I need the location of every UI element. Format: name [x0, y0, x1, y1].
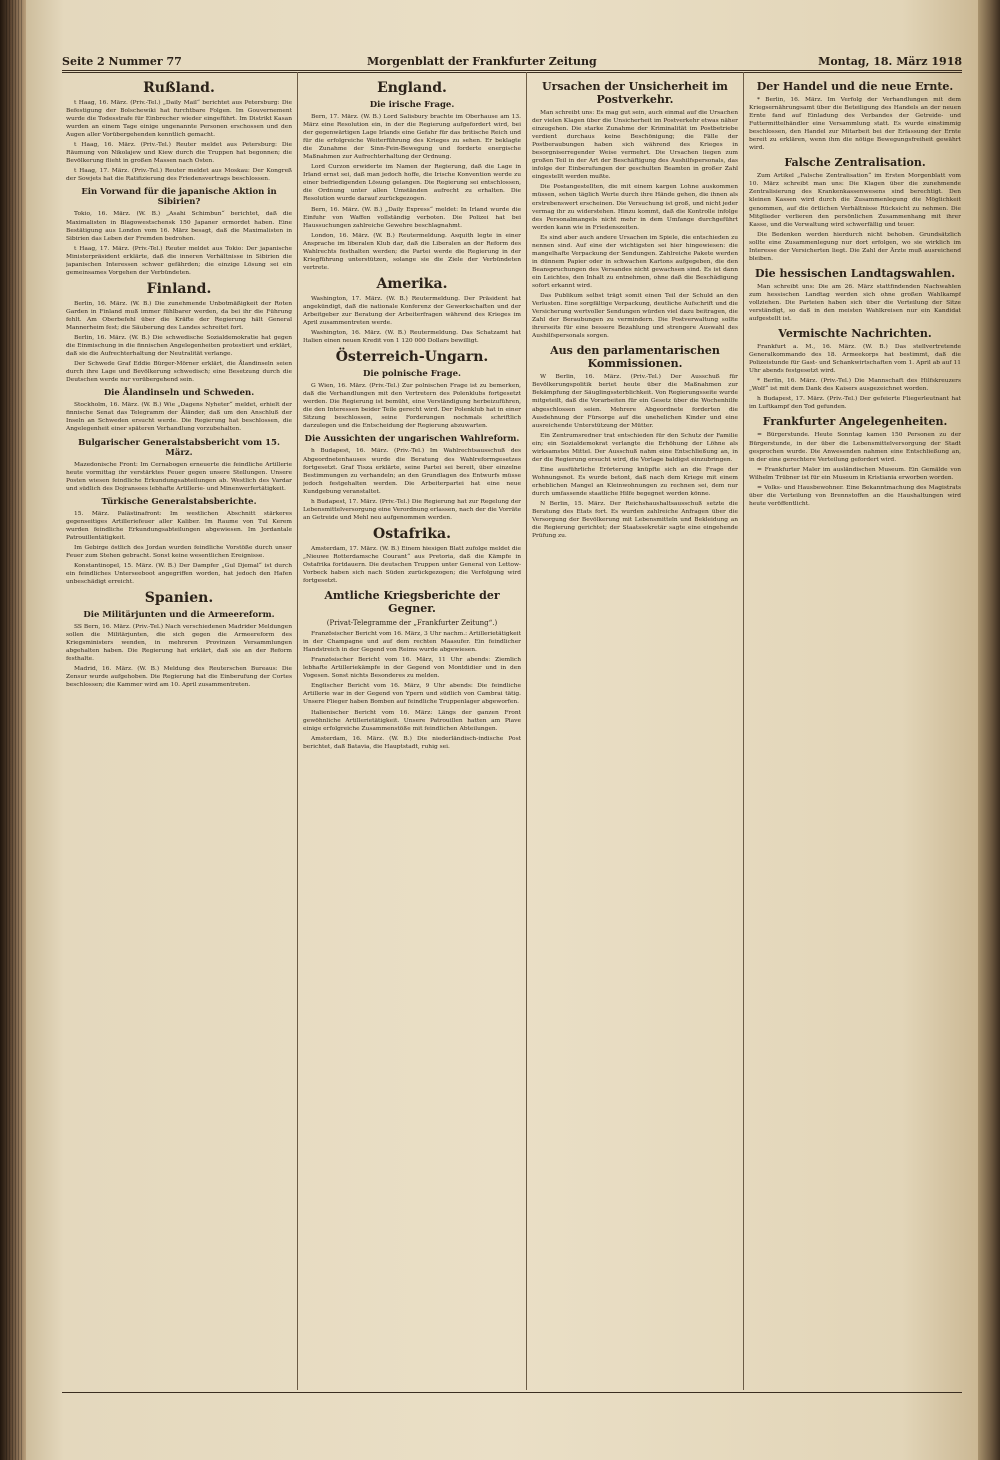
article-paragraph: Stockholm, 16. März. (W. B.) Wie „Dagens Nyheter“ meldet, erhielt der finnische Senat das Telegramm der Åländer, daß um den Anschluß der Inseln an Schweden ersucht werde. Die Regierung hat beschlossen, die Angelegenheit einer späteren Verhandlung vorzubehalten.	[66, 402, 292, 433]
article-paragraph: * Berlin, 16. März. Im Verfolg der Verhandlungen mit dem Kriegsernährungsamt über die Beteiligung des Handels an der neuen Ernte fand auf Einladung des Verbandes der Getreide- und Futtermittelhändler eine Versammlung statt. Es wurde einstimmig beschlossen, den Handel zur Mitarbeit bei der Erfassung der Ernte bereit zu erklären, wenn ihm die nötige Bewegungsfreiheit gewährt wird.	[749, 97, 961, 152]
article-heading: Amerika.	[376, 275, 448, 292]
article-paragraph: Eine ausführliche Erörterung knüpfte sich an die Frage der Wohnungsnot. Es wurde betont, daß nach dem Kriege mit einem erheblichen Mangel an Kleinwohnungen zu rechnen sei, dem nur durch umfassende staatliche Hilfe begegnet werden könne.	[532, 466, 738, 497]
article-paragraph: t Haag, 17. März. (Priv.-Tel.) Reuter meldet aus Moskau: Der Kongreß der Sowjets hat die Ratifizierung des Friedensvertrags beschlossen.	[66, 168, 292, 183]
article-paragraph: Ein Zentrumsredner trat entschieden für den Schutz der Familie ein; ein Sozialdemokrat verlangte die Erhöhung der Löhne als wirksamstes Mittel. Der Ausschuß nahm eine Entschließung an, in der die Regierung ersucht wird, die Vorlage baldigst einzubringen.	[532, 432, 738, 463]
column-2	[303, 76, 521, 1386]
article-paragraph: = Volks- und Hausbewohner. Eine Bekanntmachung des Magistrats über die Verteilung von Brennstoffen an die Haushaltungen wird heute veröffentlicht.	[749, 484, 961, 507]
article-paragraph: Im Gebirge östlich des Jordan wurden feindliche Vorstöße durch unser Feuer zum Stehen gebracht. Sonst keine wesentlichen Ereignisse.	[66, 544, 292, 559]
article-paragraph: SS Bern, 16. März. (Priv.-Tel.) Nach verschiedenen Madrider Meldungen sollen die Militärjunten, die sich gegen die Armeereform des Kriegsministers wenden, in mehreren Provinzen Versammlungen abgehalten haben. Die Regierung hat erklärt, daß sie an der Reform festhalte.	[66, 624, 292, 663]
article-heading: Der Handel und die neue Ernte.	[756, 80, 954, 93]
article-heading: Die Aussichten der ungarischen Wahlreform.	[304, 434, 520, 445]
article-paragraph: Englischer Bericht vom 16. März, 9 Uhr abends: Die feindliche Artillerie war in der Gegend von Ypern und südlich von Cambrai tätig. Unsere Flieger haben Bomben auf feindliche Truppenlager abgeworfen.	[303, 683, 521, 706]
article-paragraph: Die Postangestellten, die mit einem kargen Lohne auskommen müssen, sehen täglich Werte durch ihre Hände gehen, die ihnen als erstrebenswert erscheinen. Die Versuchung ist groß, und nicht jeder vermag ihr zu widerstehen. Hinzu kommt, daß die Kontrolle infolge des Personalmangels nicht mehr in dem Umfange durchgeführt werden kann wie in Friedenszeiten.	[532, 184, 738, 231]
footer-rule	[62, 1392, 962, 1393]
column-1	[66, 76, 292, 1386]
article-heading: Aus den parlamentarischen Kommissionen.	[550, 344, 720, 371]
page-edge	[978, 0, 1000, 1460]
header-rule-thin	[62, 72, 962, 73]
article-paragraph: * Berlin, 16. März. (Priv.-Tel.) Die Mannschaft des Hilfskreuzers „Wolf“ ist mit dem Dank des Kaisers ausgezeichnet worden.	[749, 378, 961, 393]
article-heading: Österreich-Ungarn.	[335, 349, 489, 366]
article-paragraph: Das Publikum selbst trägt somit einen Teil der Schuld an den Verlusten. Eine sorgfältige Verpackung, deutliche Aufschrift und die Versicherung wertvoller Sendungen würden viel dazu beitragen, die Zahl der Beraubungen zu vermindern. Die Postverwaltung sollte ihrerseits für eine bessere Bezahlung und strengere Auswahl des Aushilfspersonals sorgen.	[532, 293, 738, 340]
article-heading: Die hessischen Landtagswahlen.	[754, 266, 956, 280]
article-paragraph: h Budapest, 17. März. (Priv.-Tel.) Die Regierung hat zur Regelung der Lebensmittelversorgung eine Verordnung erlassen, nach der die Vorräte an Getreide und Mehl neu aufgenommen werden.	[303, 498, 521, 521]
book-binding	[0, 0, 26, 1460]
article-heading: Finland.	[146, 280, 212, 297]
article-paragraph: Konstantinopel, 15. März. (W. B.) Der Dampfer „Gul Djemal“ ist durch ein feindliches Unterseeboot angegriffen worden, hat jedoch den Hafen unbeschädigt erreicht.	[66, 562, 292, 586]
article-heading: Ein Vorwand für die japanische Aktion in Sibirien?	[81, 187, 277, 208]
column-rule	[297, 72, 298, 1390]
article-paragraph: Es sind aber auch andere Ursachen im Spiele, die entschieden zu nennen sind. Auf eine der wichtigsten sei hier hingewiesen: die mangelhafte Verpackung der Sendungen. Zahlreiche Pakete werden in dünnem Papier oder in schwachen Kartons aufgegeben, die den Beanspruchungen des Versandes nicht gewachsen sind. Es ist dann ein Leichtes, den Inhalt zu entnehmen, ohne daß die Beschädigung sofort erkannt wird.	[532, 234, 738, 289]
article-paragraph: Französischer Bericht vom 16. März, 11 Uhr abends: Ziemlich lebhafte Artilleriekämpfe in der Gegend von Montdidier und in den Vogesen. Sonst nichts Besonderes zu melden.	[303, 657, 521, 680]
article-paragraph: Amsterdam, 17. März. (W. B.) Einem hiesigen Blatt zufolge meldet die „Nieuwe Rotterdamsche Courant“ aus Pretoria, daß die Kämpfe in Ostafrika fortdauern. Die deutschen Truppen unter General von Lettow-Vorbeck haben sich nach Süden zurückgezogen; die Verfolgung wird fortgesetzt.	[303, 545, 521, 585]
article-paragraph: Französischer Bericht vom 16. März, 3 Uhr nachm.: Artillerietätigkeit in der Champagne und auf dem rechten Maasufer. Ein feindlicher Handstreich in der Gegend von Reims wurde abgewiesen.	[303, 631, 521, 654]
article-heading: Ostafrika.	[373, 525, 451, 542]
article-paragraph: Mazedonische Front: Im Cernabogen erneuerte die feindliche Artillerie heute vormittag ihr verstärktes Feuer gegen unsere Stellungen. Unsere Posten wiesen feindliche Erkundungsabteilungen ab. Westlich des Vardar und südlich des Dojransees lebhafte Artillerie- und Minenwerfertätigkeit.	[66, 461, 292, 492]
article-heading: Türkische Generalstabsberichte.	[101, 496, 257, 507]
article-paragraph: Madrid, 16. März. (W. B.) Meldung des Reuterschen Bureaus: Die Zensur wurde aufgehoben. Die Regierung hat die Einberufung der Cortes beschlossen; die Kammer wird am 10. April zusammentreten.	[66, 666, 292, 689]
header-masthead: Morgenblatt der Frankfurter Zeitung	[367, 55, 597, 68]
header-date: Montag, 18. März 1918	[818, 55, 962, 68]
article-paragraph: t Haag, 17. März. (Priv.-Tel.) Reuter meldet aus Tokio: Der japanische Ministerpräsident erklärte, daß die inneren Verhältnisse in Sibirien die japanischen Interessen schwer gefährden; die einzige Lösung sei ein gemeinsames Vorgehen der Verbündeten.	[66, 245, 292, 276]
article-paragraph: Bern, 17. März. (W. B.) Lord Salisbury brachte im Oberhause am 13. März eine Resolution ein, in der die Regierung aufgefordert wird, bei der gegenwärtigen Lage Irlands eine Gefahr für das britische Reich und für die erfolgreiche Weiterführung des Krieges zu sehen. Er beklagte die Zunahme der Sinn-Fein-Bewegung und forderte energische Maßnahmen zur Aufrechterhaltung der Ordnung.	[303, 114, 521, 161]
article-paragraph: t Haag, 16. März. (Priv.-Tel.) Reuter meldet aus Petersburg: Die Räumung von Nikolajew und Kiew durch die Truppen hat begonnen; die Bevölkerung flieht in großen Massen nach Osten.	[66, 142, 292, 165]
article-heading: Die irische Frage.	[369, 100, 455, 110]
header-page-number: Seite 2 Nummer 77	[62, 55, 182, 68]
article-paragraph: Die Bedenken werden hierdurch nicht behoben. Grundsätzlich sollte eine Zusammenlegung nur dort erfolgen, wo sie wirklich im Interesse der Versicherten liegt. Die Zahl der Ärzte muß ausreichend bleiben.	[749, 231, 961, 262]
article-paragraph: Berlin, 16. März. (W. B.) Die schwedische Sozialdemokratie hat gegen die Einmischung in die finnischen Angelegenheiten protestiert und erklärt, daß sie die Aufrechterhaltung der Neutralität verlange.	[66, 335, 292, 358]
article-paragraph: Amsterdam, 16. März. (W. B.) Die niederländisch-indische Post berichtet, daß Batavia, die Hauptstadt, ruhig sei.	[303, 735, 521, 750]
article-paragraph: 15. März. Palästinafront: Im westlichen Abschnitt stärkeres gegenseitiges Artilleriefeuer aller Kaliber. Im Raume von Tul Kerem wurden feindliche Erkundungsabteilungen abgewiesen. Im Jordantale Patrouillentätigkeit.	[66, 510, 292, 541]
article-heading: Rußland.	[143, 80, 215, 96]
article-heading: Amtliche Kriegsberichte der Gegner.	[324, 589, 500, 616]
article-paragraph: N Berlin, 15. März. Der Reichshaushaltsausschuß setzte die Beratung des Etats fort. Es wurden zahlreiche Anfragen über die Versorgung der Bevölkerung mit Lebensmitteln und Bekleidung an die Regierung gerichtet; der Staatssekretär sagte eine eingehende Prüfung zu.	[532, 501, 738, 540]
article-heading: Die Militärjunten und die Armeereform.	[83, 610, 275, 621]
article-heading: (Privat-Telegramme der „Frankfurter Zeitung“.)	[326, 619, 498, 628]
article-paragraph: h Budapest, 16. März. (Priv.-Tel.) Im Wahlrechtsausschuß des Abgeordnetenhauses wurde die Beratung des Wahlreformgesetzes fortgesetzt. Graf Tisza erklärte, seine Partei sei bereit, über einzelne Bestimmungen zu verhandeln; an den Grundlagen des Entwurfs müsse jedoch festgehalten werden. Die Arbeiterpartei hat eine neue Kundgebung veranstaltet.	[303, 448, 521, 495]
article-heading: Vermischte Nachrichten.	[778, 327, 932, 341]
article-paragraph: Lord Curzon erwiderte im Namen der Regierung, daß die Lage in Irland ernst sei, daß man jedoch hoffe, die Irische Konvention werde zu einer befriedigenden Lösung gelangen. Die Regierung sei entschlossen, die Ordnung unter allen Umständen aufrecht zu erhalten. Die Resolution wurde darauf zurückgezogen.	[303, 164, 521, 203]
article-paragraph: h Budapest, 17. März. (Priv.-Tel.) Der gefeierte Fliegerleutnant hat im Luftkampf den Tod gefunden.	[749, 396, 961, 411]
article-paragraph: = Frankfurter Maler im ausländischen Museum. Ein Gemälde von Wilhelm Trübner ist für ein Museum in Kristiania erworben worden.	[749, 466, 961, 481]
column-rule	[743, 72, 744, 1390]
article-paragraph: Frankfurt a. M., 16. März. (W. B.) Das stellvertretende Generalkommando des 18. Armeekorps hat bestimmt, daß die Polizeistunde für Gast- und Schankwirtschaften vom 1. April ab auf 11 Uhr abends festgesetzt wird.	[749, 344, 961, 375]
article-heading: Die Ålandinseln und Schweden.	[103, 388, 255, 399]
article-paragraph: t Haag, 16. März. (Priv.-Tel.) „Daily Mail“ berichtet aus Petersburg: Die Befestigung der Bolschewiki hat furchtbare Folgen. Im Gouvernement wurde die Todesstrafe für Einbrecher wieder eingeführt. Im Distrikt Kasan wurden an einem Tage einige ungenannte Personen erschossen und den Augen aller Vorübergehenden kenntlich gemacht.	[66, 100, 292, 139]
column-rule	[526, 72, 527, 1390]
article-paragraph: Bern, 16. März. (W. B.) „Daily Express“ meldet: In Irland wurde die Einfuhr von Waffen vollständig verboten. Die Polizei hat bei Haussuchungen zahlreiche Gewehre beschlagnahmt.	[303, 206, 521, 229]
header-rule	[62, 70, 962, 71]
article-heading: England.	[377, 80, 447, 96]
article-heading: Bulgarischer Generalstabsbericht vom 15. März.	[78, 437, 280, 458]
article-paragraph: Washington, 16. März. (W. B.) Reutermeldung. Das Schatzamt hat Italien einen neuen Kredit von 1 120 000 Dollars bewilligt.	[303, 330, 521, 345]
column-4	[749, 76, 961, 1386]
binding-lines	[6, 0, 22, 1460]
article-paragraph: G Wien, 16. März. (Priv.-Tel.) Zur polnischen Frage ist zu bemerken, daß die Verhandlungen mit den Vertretern des Polenklubs fortgesetzt werden. Die Regierung ist bemüht, eine Verständigung herbeizuführen, die den Interessen beider Teile gerecht wird. Der Polenklub hat in einer Sitzung beschlossen, seine Forderungen nochmals schriftlich darzulegen und die Entscheidung der Regierung abzuwarten.	[303, 383, 521, 430]
article-paragraph: Washington, 17. März. (W. B.) Reutermeldung. Der Präsident hat angekündigt, daß die nationale Konferenz der Gewerkschaften und der Arbeitgeber zur Beratung der Arbeiterfragen während des Krieges im April zusammentreten werde.	[303, 295, 521, 327]
article-paragraph: Zum Artikel „Falsche Zentralisation“ im Ersten Morgenblatt vom 10. März schreibt man uns: Die Klagen über die zunehmende Zentralisierung des Krankenkassenwesens sind berechtigt. Den kleinen Kassen wird durch die Zusammenlegung die Möglichkeit genommen, auf die örtlichen Verhältnisse Rücksicht zu nehmen. Die Mitglieder verlieren den persönlichen Zusammenhang mit ihrer Kasse, und die Verwaltung wird schwerfällig und teuer.	[749, 173, 961, 228]
article-paragraph: Tokio, 16. März. (W. B.) „Asahi Schimbun“ berichtet, daß die Maximalisten in Blagowestschensk 150 Japaner ermordet haben. Eine Bestätigung aus London vom 16. März besagt, daß die Maximalisten in Sibirien das Leben der Fremden bedrohen.	[66, 211, 292, 242]
article-heading: Frankfurter Angelegenheiten.	[762, 415, 948, 429]
article-paragraph: Man schreibt uns: Es mag gut sein, auch einmal auf die Ursachen der vielen Klagen über die Unsicherheit im Postverkehr etwas näher einzugehen. Die starke Zunahme der Kriminalität im Postbetriebe verdient durchaus keine Beschönigung; die Fälle der Postberaubungen haben sich während des Krieges in besorgniserregender Weise vermehrt. Die Ursachen liegen zum großen Teil in der Art der Beschäftigung des Aushilfspersonals, das infolge der Einberufungen der geschulten Beamten in großer Zahl eingestellt werden mußte.	[532, 110, 738, 181]
article-paragraph: Man schreibt uns: Die am 26. März stattfindenden Nachwahlen zum hessischen Landtag werden sich ohne großen Wahlkampf vollziehen. Die Parteien haben sich über die Verteilung der Sitze verständigt, so daß in den meisten Wahlkreisen nur ein Kandidat aufgestellt ist.	[749, 283, 961, 323]
article-heading: Falsche Zentralisation.	[784, 156, 926, 170]
article-paragraph: Berlin, 16. März. (W. B.) Die zunehmende Unbotmäßigkeit der Roten Garden in Finland muß immer fühlbarer werden, da bei ihr die Führung fehlt. Am Oberbefehl über die Kräfte der Regierung hält General Mannerheim fest; die Säuberung des Landes schreitet fort.	[66, 300, 292, 331]
article-paragraph: Der Schwede Graf Eddie Bürger-Mörner erklärt, die Ålandinseln seien durch ihre Lage und Bevölkerung schwedisch; eine Besetzung durch die Deutschen werde nur vorübergehend sein.	[66, 361, 292, 384]
article-heading: Spanien.	[144, 590, 214, 607]
column-3	[532, 76, 738, 1386]
article-heading: Die polnische Frage.	[363, 369, 461, 380]
article-heading: Ursachen der Unsicherheit im Postverkehr.	[542, 80, 728, 106]
article-paragraph: W Berlin, 16. März. (Priv.-Tel.) Der Ausschuß für Bevölkerungspolitik beriet heute über die Maßnahmen zur Bekämpfung der Säuglingssterblichkeit. Von Regierungsseite wurde mitgeteilt, daß die Vorarbeiten für ein Gesetz über die Wochenhilfe abgeschlossen seien. Mehrere Abgeordnete forderten die Ausdehnung der Fürsorge auf die unehelichen Kinder und eine ausreichende Unterstützung der Mütter.	[532, 374, 738, 429]
article-paragraph: Italienischer Bericht vom 16. März: Längs der ganzen Front gewöhnliche Artillerietätigkeit. Unsere Patrouillen hatten am Piave einige erfolgreiche Zusammenstöße mit feindlichen Abteilungen.	[303, 709, 521, 732]
article-paragraph: = Bürgerstunde. Heute Sonntag kamen 150 Personen zu der Bürgerstunde, in der über die Lebensmittelversorgung der Stadt gesprochen wurde. Die Anwesenden nahmen eine Entschließung an, in der eine gerechtere Verteilung gefordert wird.	[749, 432, 961, 463]
article-paragraph: London, 16. März. (W. B.) Reutermeldung. Asquith legte in einer Ansprache im liberalen Klub dar, daß die Liberalen an der Reform des Wahlrechts festhalten werden; die Partei werde die Regierung in der Kriegführung unterstützen, solange sie die Ziele der Verbündeten vertrete.	[303, 232, 521, 271]
